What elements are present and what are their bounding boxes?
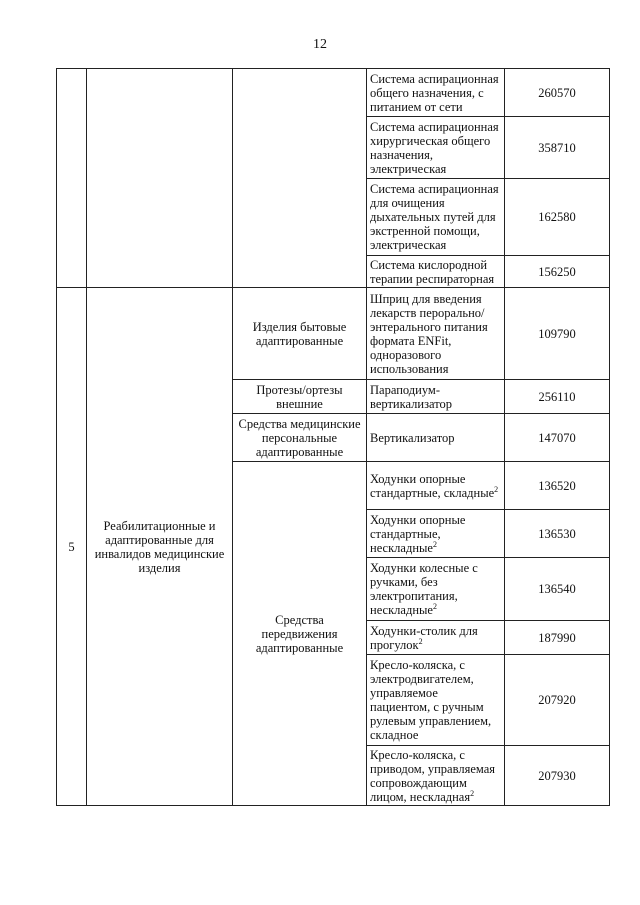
device-code: 109790 [505,288,610,380]
table-row [57,69,610,117]
section-number: 5 [57,288,87,806]
table-row [57,288,610,380]
device-name-cell [367,558,505,621]
page-number: 12 [313,37,327,52]
device-name-cell [367,288,505,380]
section-title: Реабилитационные и адаптированные для инвалидов медицинские изделия [87,288,233,806]
subcategory-empty-cell [233,69,367,288]
footnote-mark: 2 [494,484,499,494]
device-name: Система аспирационная хирургическая общего назначения, электрическая [367,117,505,179]
footnote-mark: 2 [418,636,423,646]
device-code: 147070 [505,414,610,462]
device-code: 156250 [505,256,610,288]
device-code: 136520 [505,462,610,510]
device-name: Ходунки опорные стандартные, складные [370,471,495,500]
subcategory-label: Средства медицинские персональные адаптированные [233,414,367,462]
device-name-cell [367,746,505,806]
device-name-cell [367,380,505,414]
device-name: Система аспирационная для очищения дыхательных путей для экстренной помощи, электрическая [367,179,505,256]
device-code: 256110 [505,380,610,414]
footnote-mark: 2 [432,601,437,611]
device-table [56,68,610,806]
device-name-cell [367,462,505,510]
device-name: Система аспирационная общего назначения, с питанием от сети [367,69,505,117]
subcategory-label: Средства передвижения адаптированные [233,462,367,806]
device-name: Система кислородной терапии респираторная [367,256,505,288]
device-name-cell [367,655,505,746]
device-name: Ходунки опорные стандартные, нескладные [370,512,466,555]
device-code: 136540 [505,558,610,621]
num-empty-cell [57,69,87,288]
device-name: Параподиум-вертикализатор [370,382,453,411]
device-code: 207930 [505,746,610,806]
device-code: 187990 [505,621,610,655]
subcategory-label: Изделия бытовые адаптированные [233,288,367,380]
device-code: 358710 [505,117,610,179]
category-empty-cell [87,69,233,288]
device-name: Ходунки колесные с ручками, без электропитания, нескладные [370,561,478,617]
device-name: Ходунки-столик для прогулок [370,623,478,652]
device-code: 260570 [505,69,610,117]
footnote-mark: 2 [470,788,475,798]
device-name: Вертикализатор [370,430,455,445]
device-name: Шприц для введения лекарств перорально/ энтерального питания формата ENFit, одноразового использования [370,291,488,376]
device-name: Кресло-коляска, с приводом, управляемая сопровождающим лицом, нескладная [370,747,495,804]
subcategory-label: Протезы/ортезы внешние [233,380,367,414]
device-name-cell [367,621,505,655]
device-code: 136530 [505,510,610,558]
device-name: Кресло-коляска, с электродвигателем, управляемое пациентом, с ручным рулевым управлением, складное [370,658,492,742]
device-code: 162580 [505,179,610,256]
device-name-cell [367,414,505,462]
device-name-cell [367,510,505,558]
device-code: 207920 [505,655,610,746]
footnote-mark: 2 [432,539,437,549]
